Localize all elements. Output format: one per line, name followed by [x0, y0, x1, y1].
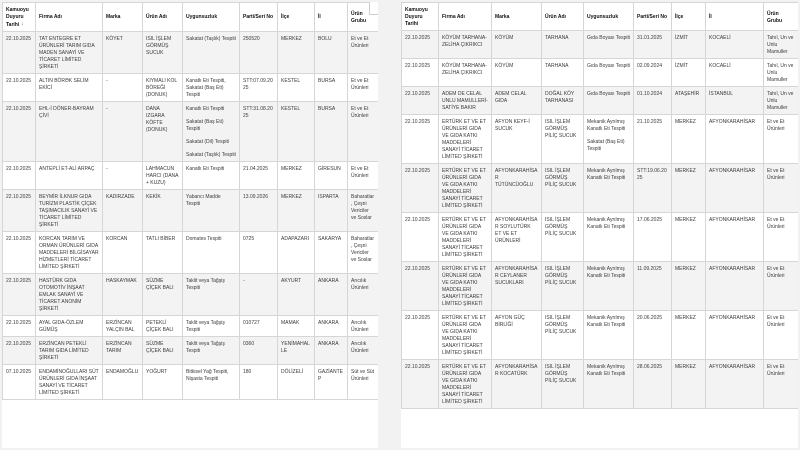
- table-cell: ANKARA: [315, 273, 348, 315]
- table-cell: GAZİANTEP: [315, 364, 348, 399]
- table-row: [402, 164, 799, 213]
- column-header[interactable]: [240, 3, 278, 32]
- table-row: [402, 360, 799, 409]
- column-header[interactable]: [3, 3, 36, 32]
- table-cell: Baharatlar, Çeşni Vericiler ve Soslar: [348, 231, 379, 273]
- table-cell: ERTÜRK ET VE ET ÜRÜNLERİ GIDA VE GIDA KATKI MADDELERİ SANAYİ TİCARET LİMİTED ŞİRKETİ: [439, 213, 492, 262]
- table-cell: ISIL İŞLEM GÖRMÜŞ PİLİÇ SUCUK: [542, 115, 584, 164]
- table-cell: Kanatlı Eti Tespiti: [183, 161, 240, 189]
- table-cell: KÖYÜM TARHANA-ZELİHA ÇIKRIKCI: [439, 31, 492, 59]
- table-cell: 21.04.2025: [240, 161, 278, 189]
- table-row: [402, 213, 799, 262]
- column-header-label: İlçe: [675, 14, 684, 20]
- table-cell: [183, 101, 240, 161]
- table-cell: ALTIN BÖRƏK SELİM EKİCİ: [36, 73, 103, 101]
- column-header[interactable]: [402, 3, 439, 31]
- table-cell: STT:19.06.2025: [634, 164, 672, 213]
- table-cell: ISIL İŞLEM GÖRMÜŞ SUCUK: [143, 31, 183, 73]
- table-cell: AKYURT: [278, 273, 315, 315]
- table-cell: AFYONKARAHİSAR: [706, 311, 764, 360]
- table-row: [3, 161, 379, 189]
- table-cell: YENİMAHALLE: [278, 336, 315, 364]
- table-cell: ENDAMİNOĞULLARI SÜT ÜRÜNLERİ GIDA İNŞAAT SANAYİ VE TİCARET LİMİTED ŞİRKETİ: [36, 364, 103, 399]
- column-header-label: Firma Adı: [39, 14, 62, 21]
- table-cell: ANKARA: [315, 315, 348, 336]
- table-cell: BOLU: [315, 31, 348, 73]
- table-cell: 22.10.2025: [402, 59, 439, 87]
- table-cell: -: [103, 73, 143, 101]
- table-row: [3, 364, 379, 399]
- table-cell: LAHMACUN HARCI (DANA + KUZU): [143, 161, 183, 189]
- table-cell: ERTÜRK ET VE ET ÜRÜNLERİ GIDA VE GIDA KATKI MADDELERİ SANAYİ TİCARET LİMİTED ŞİRKETİ: [439, 164, 492, 213]
- column-header-label: İl: [709, 14, 712, 20]
- table-cell: ADEM DE CELAL UNLU MAMULLERİ-SATİYE BAKIR: [439, 87, 492, 115]
- table-cell: 22.10.2025: [402, 262, 439, 311]
- table-cell: 02.09.2024: [634, 59, 672, 87]
- table-cell: Et ve Et Ürünleri: [764, 311, 799, 360]
- table-cell: KÖYÜM: [492, 31, 542, 59]
- table-cell: DANA IZGARA KÖFTE (DONUK): [143, 101, 183, 161]
- table-cell: TARHANA: [542, 31, 584, 59]
- table-cell: 22.10.2025: [402, 31, 439, 59]
- right-table-panel: [401, 2, 798, 448]
- table-cell: ERZİNCAN TARIM: [103, 336, 143, 364]
- table-cell: MERKEZ: [278, 31, 315, 73]
- table-cell: MAMAK: [278, 315, 315, 336]
- column-header[interactable]: [584, 3, 634, 31]
- table-cell: AFYONKARAHİSAR: [706, 115, 764, 164]
- table-cell: 28.06.2025: [634, 360, 672, 409]
- column-header[interactable]: [143, 3, 183, 32]
- table-cell: SAKARYA: [315, 231, 348, 273]
- table-cell: AFYONKARAHİSAR TÜTÜNCÜOĞLU: [492, 164, 542, 213]
- table-cell: KOCAELİ: [706, 59, 764, 87]
- column-header[interactable]: [315, 3, 348, 32]
- left-table-panel: [2, 2, 378, 448]
- column-header[interactable]: [103, 3, 143, 32]
- table-cell: 22.10.2025: [3, 231, 36, 273]
- table-cell: 22.10.2025: [3, 189, 36, 231]
- table-cell: ISIL İŞLEM GÖRMÜŞ PİLİÇ SUCUK: [542, 164, 584, 213]
- table-cell: ISIL İŞLEM GÖRMÜŞ PİLİÇ SUCUK: [542, 262, 584, 311]
- table-cell: 22.10.2025: [3, 161, 36, 189]
- table-cell: Yabancı Madde Tespiti: [183, 189, 240, 231]
- cell-text-line: Mekanik Ayrılmış Kanatlı Eti Tespiti: [587, 119, 626, 132]
- table-cell: KESTEL: [278, 73, 315, 101]
- table-cell: KESTEL: [278, 101, 315, 161]
- table-cell: ERZİNCAN PETEKLİ TARIM GIDA LİMİTED ŞİRKETİ: [36, 336, 103, 364]
- table-row: [402, 31, 799, 59]
- table-cell: MERKEZ: [672, 164, 706, 213]
- table-cell: ISIL İŞLEM GÖRMÜŞ PİLİÇ SUCUK: [542, 360, 584, 409]
- table-cell: KÖYÜM: [492, 59, 542, 87]
- table-cell: ENDAMOĞLU: [103, 364, 143, 399]
- table-cell: İZMİT: [672, 31, 706, 59]
- table-cell: Et ve Et Ürünleri: [348, 161, 379, 189]
- table-cell: 22.10.2025: [3, 315, 36, 336]
- table-cell: Mekanik Ayrılmış Kanatlı Eti Tespiti: [584, 311, 634, 360]
- table-cell: 21.10.2025: [634, 115, 672, 164]
- column-header-label: Firma Adı: [442, 14, 465, 20]
- table-cell: AFYONKARAHİSAR SOYLUTÜRK ET VE ET ÜRÜNLERİ: [492, 213, 542, 262]
- table-cell: ADAPAZARI: [278, 231, 315, 273]
- table-cell: Taklit veya Tağşiş Tespiti: [183, 336, 240, 364]
- column-header-label: Ürün Adı: [146, 14, 167, 21]
- table-cell: İSTANBUL: [706, 87, 764, 115]
- table-cell: 010727: [240, 315, 278, 336]
- table-cell: 22.10.2025: [3, 273, 36, 315]
- table-cell: İZMİT: [672, 59, 706, 87]
- table-cell: Et ve Et Ürünleri: [764, 115, 799, 164]
- table-cell: Baharatlar, Çeşni Vericiler ve Soslar: [348, 189, 379, 231]
- table-cell: Arıcılık Ürünleri: [348, 273, 379, 315]
- table-cell: KORCAN TARIM VE ORMAN ÜRÜNLERİ GIDA MADDELERİ BİLGİSAYAR HİZMETLERİ TİCARET LİMİTED ŞİRKETİ: [36, 231, 103, 273]
- table-cell: ISIL İŞLEM GÖRMÜŞ PİLİÇ SUCUK: [542, 311, 584, 360]
- table-cell: GİRESUN: [315, 161, 348, 189]
- table-cell: HASKAYMAK: [103, 273, 143, 315]
- table-cell: 22.10.2025: [402, 164, 439, 213]
- table-cell: 0360: [240, 336, 278, 364]
- table-cell: KÖYÜM TARHANA-ZELİHA ÇIKRIKCI: [439, 59, 492, 87]
- table-cell: SÜZME ÇİÇEK BALI: [143, 336, 183, 364]
- table-cell: ISPARTA: [315, 189, 348, 231]
- table-cell: BEYMİR İLKNUR GIDA TURİZM PLASTİK ÇİÇEK TAŞIMACILIK SANAYİ VE TİCARET LİMİTED ŞİRKETİ: [36, 189, 103, 231]
- table-cell: Arıcılık Ürünleri: [348, 315, 379, 336]
- table-cell: BURSA: [315, 73, 348, 101]
- table-cell: KADIRZADE: [103, 189, 143, 231]
- table-cell: Tahıl, Un ve Unlu Mamuller: [764, 59, 799, 87]
- column-header[interactable]: [706, 3, 764, 31]
- table-cell: ATAŞEHİR: [672, 87, 706, 115]
- table-cell: AFYONKARAHİSAR: [706, 164, 764, 213]
- column-header-label: Uygunsuzluk: [186, 14, 218, 21]
- table-cell: Bitkisel Yağ Tespiti, Nişasta Tespiti: [183, 364, 240, 399]
- table-row: [402, 311, 799, 360]
- table-cell: Domates Tespiti: [183, 231, 240, 273]
- table-cell: Arıcılık Ürünleri: [348, 336, 379, 364]
- cell-text-line: Sakatat (Baş Eti) Tespiti: [186, 118, 224, 132]
- table-cell: 22.10.2025: [402, 360, 439, 409]
- sort-arrow-icon[interactable]: ↓: [21, 21, 24, 27]
- table-cell: MERKEZ: [672, 311, 706, 360]
- column-header[interactable]: [36, 3, 103, 32]
- cell-text-line: Sakatat (Dil) Tespiti: [186, 138, 229, 145]
- table-cell: BURSA: [315, 101, 348, 161]
- table-cell: Gıda Boyası Tespiti: [584, 31, 634, 59]
- table-cell: MERKEZ: [672, 262, 706, 311]
- table-cell: AFYONKARAHİSAR: [706, 360, 764, 409]
- table-cell: TATLI BİBER: [143, 231, 183, 273]
- table-cell: STT:07.09.2025: [240, 73, 278, 101]
- table-cell: ANTEPLİ ET-ALİ ARPAÇ: [36, 161, 103, 189]
- column-header-label: Marka: [495, 14, 510, 20]
- table-cell: TAT ENTEGRE ET ÜRÜNLERİ TARIM GIDA MADEN SANAYİ VE TİCARET LİMİTED ŞİRKETİ: [36, 31, 103, 73]
- table-cell: MERKEZ: [672, 360, 706, 409]
- table-cell: HASTÜRK GIDA OTOMOTİV İNŞAAT EMLAK SANAYİ VE TİCARET ANONİM ŞİRKETİ: [36, 273, 103, 315]
- table-cell: Süt ve Süt Ürünleri: [348, 364, 379, 399]
- column-header-label: Parti/Seri No: [637, 14, 668, 20]
- table-cell: Gıda Boyası Tespiti: [584, 59, 634, 87]
- table-cell: Mekanik Ayrılmış Kanatlı Eti Tespiti: [584, 164, 634, 213]
- table-cell: Et ve Et Ürünleri: [348, 101, 379, 161]
- column-header-label: Uygunsuzluk: [587, 14, 619, 20]
- table-cell: PETEKLİ ÇİÇEK BALI: [143, 315, 183, 336]
- column-header[interactable]: [183, 3, 240, 32]
- table-cell: AFYONKARAHİSAR: [706, 262, 764, 311]
- table-cell: 22.10.2025: [402, 311, 439, 360]
- table-cell: AYAL GIDA-ÖZLEM GÜMÜŞ: [36, 315, 103, 336]
- table-cell: 180: [240, 364, 278, 399]
- table-cell: ISIL İŞLEM GÖRMÜŞ PİLİÇ SUCUK: [542, 213, 584, 262]
- table-cell: ERTÜRK ET VE ET ÜRÜNLERİ GIDA VE GIDA KATKI MADDELERİ SANAYİ TİCARET LİMİTED ŞİRKETİ: [439, 262, 492, 311]
- table-cell: MERKEZ: [278, 189, 315, 231]
- table-row: [3, 73, 379, 101]
- column-header-label: İl: [318, 14, 321, 21]
- column-header-label: Ürün Grubu: [767, 10, 782, 24]
- right-recall-table: [401, 2, 798, 409]
- table-cell: 22.10.2025: [402, 87, 439, 115]
- table-cell: 22.10.2025: [3, 31, 36, 73]
- column-header[interactable]: [439, 3, 492, 31]
- table-cell: SÜZME ÇİÇEK BALI: [143, 273, 183, 315]
- table-cell: ERZİNCAN YALÇIN BAL: [103, 315, 143, 336]
- table-cell: 250520: [240, 31, 278, 73]
- table-cell: Taklit veya Tağşiş Tespiti: [183, 273, 240, 315]
- table-cell: 22.10.2025: [402, 213, 439, 262]
- table-cell: DOĞAL KÖY TARHANASI: [542, 87, 584, 115]
- column-header-label: Parti/Seri No: [243, 14, 274, 21]
- column-header-label: Kamuoyu Duyuru Tarihi: [6, 7, 29, 28]
- cell-text-line: Kanatlı Eti Tespiti: [186, 105, 225, 112]
- table-cell: AFYON GÜÇ BİRLİĞİ: [492, 311, 542, 360]
- table-cell: Et ve Et Ürünleri: [764, 164, 799, 213]
- table-cell: -: [103, 161, 143, 189]
- table-cell: AFYONKARAHİSAR CEYLANER SUCUKLARI: [492, 262, 542, 311]
- table-cell: ERTÜRK ET VE ET ÜRÜNLERİ GIDA VE GIDA KATKI MADDELERİ SANAYİ TİCARET LİMİTED ŞİRKETİ: [439, 115, 492, 164]
- table-row: [3, 101, 379, 161]
- table-cell: ANKARA: [315, 336, 348, 364]
- left-recall-table: [2, 2, 378, 400]
- table-cell: STT:31.08.2025: [240, 101, 278, 161]
- table-cell: Mekanik Ayrılmış Kanatlı Eti Tespiti: [584, 360, 634, 409]
- table-cell: 22.10.2025: [3, 336, 36, 364]
- table-cell: Mekanik Ayrılmış Kanatlı Eti Tespiti: [584, 262, 634, 311]
- column-header[interactable]: [764, 3, 799, 31]
- table-cell: 0725: [240, 231, 278, 273]
- scroll-corner: [369, 2, 378, 15]
- table-cell: Mekanik Ayrılmış Kanatlı Eti Tespiti: [584, 213, 634, 262]
- cell-text-line: Sakatat (Taşlık) Tespiti: [186, 151, 236, 158]
- table-cell: AFYONKARAHİSAR: [706, 213, 764, 262]
- table-cell: ERTÜRK ET VE ET ÜRÜNLERİ GIDA VE GIDA KATKI MADDELERİ SANAYİ TİCARET LİMİTED ŞİRKETİ: [439, 311, 492, 360]
- table-cell: MERKEZ: [672, 115, 706, 164]
- table-cell: 07.10.2025: [3, 364, 36, 399]
- table-cell: AFYONKARAHİSAR KOCATÜRK: [492, 360, 542, 409]
- table-row: [3, 189, 379, 231]
- table-cell: Et ve Et Ürünleri: [764, 262, 799, 311]
- table-cell: 22.10.2025: [3, 73, 36, 101]
- column-header[interactable]: [278, 3, 315, 32]
- table-cell: 01.10.2024: [634, 87, 672, 115]
- cell-text-line: Sakatat (Baş Eti) Tespiti: [587, 139, 625, 152]
- table-cell: [584, 115, 634, 164]
- table-cell: Tahıl, Un ve Unlu Mamuller: [764, 87, 799, 115]
- table-cell: KEKİK: [143, 189, 183, 231]
- table-cell: -: [240, 273, 278, 315]
- table-row: [402, 59, 799, 87]
- table-cell: Et ve Et Ürünleri: [348, 31, 379, 73]
- table-cell: DÖLİZELİ: [278, 364, 315, 399]
- table-row: [3, 315, 379, 336]
- table-cell: EHL-İ DÖNER-BAYRAM ÇİVİ: [36, 101, 103, 161]
- table-cell: 31.01.2025: [634, 31, 672, 59]
- left-header-row: [3, 3, 379, 32]
- right-header-row: [402, 3, 799, 31]
- table-row: [3, 231, 379, 273]
- table-cell: Et ve Et Ürünleri: [348, 73, 379, 101]
- column-header-label: Ürün Adı: [545, 14, 566, 20]
- table-cell: MERKEZ: [672, 213, 706, 262]
- table-row: [402, 87, 799, 115]
- table-row: [402, 262, 799, 311]
- table-cell: 17.06.2025: [634, 213, 672, 262]
- table-cell: Kanatlı Eti Tespiti, Sakatat (Baş Eti) Tespiti: [183, 73, 240, 101]
- table-cell: KÖYET: [103, 31, 143, 73]
- table-cell: YOĞURT: [143, 364, 183, 399]
- table-cell: 11.09.2025: [634, 262, 672, 311]
- table-cell: MERKEZ: [278, 161, 315, 189]
- column-header-label: Ürün Grubu: [351, 10, 366, 24]
- table-cell: KIYMALI KOL BÖREĞİ (DONUK): [143, 73, 183, 101]
- column-header[interactable]: [634, 3, 672, 31]
- table-row: [402, 115, 799, 164]
- column-header[interactable]: [672, 3, 706, 31]
- column-header[interactable]: [542, 3, 584, 31]
- table-cell: Tahıl, Un ve Unlu Mamuller: [764, 31, 799, 59]
- table-row: [3, 336, 379, 364]
- table-row: [3, 273, 379, 315]
- table-cell: Et ve Et Ürünleri: [764, 360, 799, 409]
- column-header-label: Kamuoyu Duyuru Tarihi: [405, 7, 428, 27]
- table-cell: Et ve Et Ürünleri: [764, 213, 799, 262]
- table-cell: AFYON KEYF-İ SUCUK: [492, 115, 542, 164]
- table-cell: 22.10.2025: [3, 101, 36, 161]
- table-cell: ERTÜRK ET VE ET ÜRÜNLERİ GIDA VE GIDA KATKI MADDELERİ SANAYİ TİCARET LİMİTED ŞİRKETİ: [439, 360, 492, 409]
- table-cell: 22.10.2025: [402, 115, 439, 164]
- table-cell: Sakatat (Taşlık) Tespiti: [183, 31, 240, 73]
- table-cell: TARHANA: [542, 59, 584, 87]
- table-row: [3, 31, 379, 73]
- table-cell: Taklit veya Tağşiş Tespiti: [183, 315, 240, 336]
- column-header[interactable]: [492, 3, 542, 31]
- table-cell: -: [103, 101, 143, 161]
- table-cell: KOCAELİ: [706, 31, 764, 59]
- column-header-label: Marka: [106, 14, 121, 21]
- table-cell: ADEM CELAL GIDA: [492, 87, 542, 115]
- table-cell: 13.09.2026: [240, 189, 278, 231]
- column-header-label: İlçe: [281, 14, 290, 21]
- table-cell: KORCAN: [103, 231, 143, 273]
- table-cell: 20.06.2025: [634, 311, 672, 360]
- table-cell: Gıda Boyası Tespiti: [584, 87, 634, 115]
